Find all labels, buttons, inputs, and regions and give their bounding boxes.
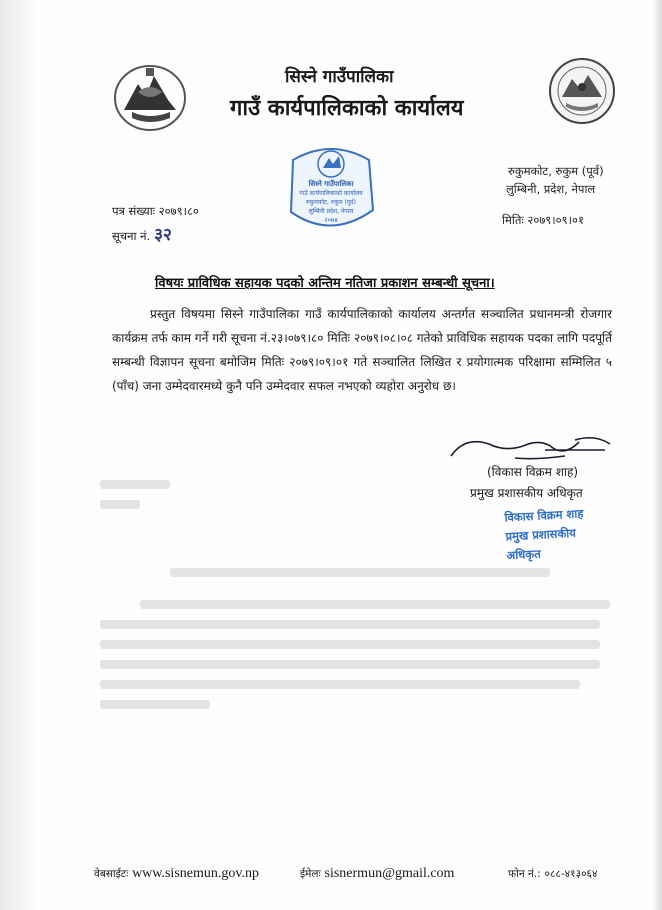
signatory-name: (विकास विक्रम शाह): [487, 465, 579, 479]
office-seal-stamp: [285, 140, 377, 236]
stamp-text-3: रुकुमकोट, रुकुम (पूर्व): [306, 199, 356, 206]
email-link[interactable]: sisnermun@gmail.com: [324, 866, 455, 881]
notice-number-label: सूचना नं.: [112, 229, 151, 243]
email-label: ईमेलः: [300, 868, 321, 880]
signatory-stamp-designation: प्रमुख प्रशासकीय अधिकृत: [505, 525, 577, 563]
letter-date: मितिः २०७९।०९।०१: [502, 213, 584, 227]
nepal-emblem-logo: [112, 62, 188, 132]
municipality-logo: [548, 57, 616, 125]
phone-number: ०८८-४१३०६४: [544, 868, 598, 880]
office-name: गाउँ कार्यपालिकाको कार्यालय: [230, 96, 464, 121]
municipality-name: सिस्ने गाउँपालिका: [285, 67, 394, 87]
scan-shadow-left: [0, 0, 38, 910]
bleed-through-shadow: [100, 480, 620, 710]
signature-scribble: [445, 430, 615, 464]
phone-label: फोन नं.:: [508, 868, 541, 880]
stamp-text-5: २०७४: [324, 216, 338, 224]
address-line-1: रुकुमकोट, रुकुम (पूर्व): [508, 164, 604, 178]
footer-phone: [508, 866, 597, 881]
signatory-designation: प्रमुख प्रशासकीय अधिकृत: [470, 486, 583, 500]
notice-number-value: ३२: [154, 225, 172, 245]
footer-website: [94, 866, 259, 882]
website-label: वेबसाईटः: [94, 868, 129, 880]
notice-number-row: [112, 222, 172, 245]
stamp-text-4: लुम्बिनी प्रदेश, नेपाल: [308, 208, 354, 215]
stamp-text-2: गाउँ कार्यपालिकाको कार्यालय: [299, 190, 363, 197]
address-line-2: लुम्बिनी, प्रदेश, नेपाल: [506, 182, 596, 196]
stamp-text-1: सिस्ने गाउँपालिका: [308, 180, 354, 188]
signatory-stamp-name: विकास विक्रम शाह: [504, 506, 584, 525]
subject-heading: विषयः प्राविधिक सहायक पदको अन्तिम नतिजा प्रकाशन सम्बन्धी सूचना।: [155, 276, 495, 291]
footer-email: [300, 866, 454, 882]
reference-number: पत्र संख्याः २०७९।८०: [112, 204, 199, 218]
website-link[interactable]: www.sisnemun.gov.np: [132, 866, 259, 881]
notice-body: प्रस्तुत विषयमा सिस्ने गाउँपालिका गाउँ कार्यपालिकाको कार्यालय अन्तर्गत सञ्चालित प्रधानमन्त्री रोजगार कार्यक्रम तर्फ काम गर्ने गरी सूचना नं.२३।०७९।८० मितिः २०७९।०८।०८ गतेको प्राविधिक सहायक पदका लागि पदपूर्ति सम्बन्धी विज्ञापन सूचना बमोजिम मितिः २०७९।०९।०१ गते सञ्चालित लिखित र प्रयोगात्मक परिक्षामा सम्मिलित ५ (पाँच) जना उम्मेदवारमध्ये कुनै पनि उम्मेदवार सफल नभएको व्यहोरा अनुरोध छ।: [112, 307, 612, 393]
scan-shadow-right: [652, 0, 662, 910]
